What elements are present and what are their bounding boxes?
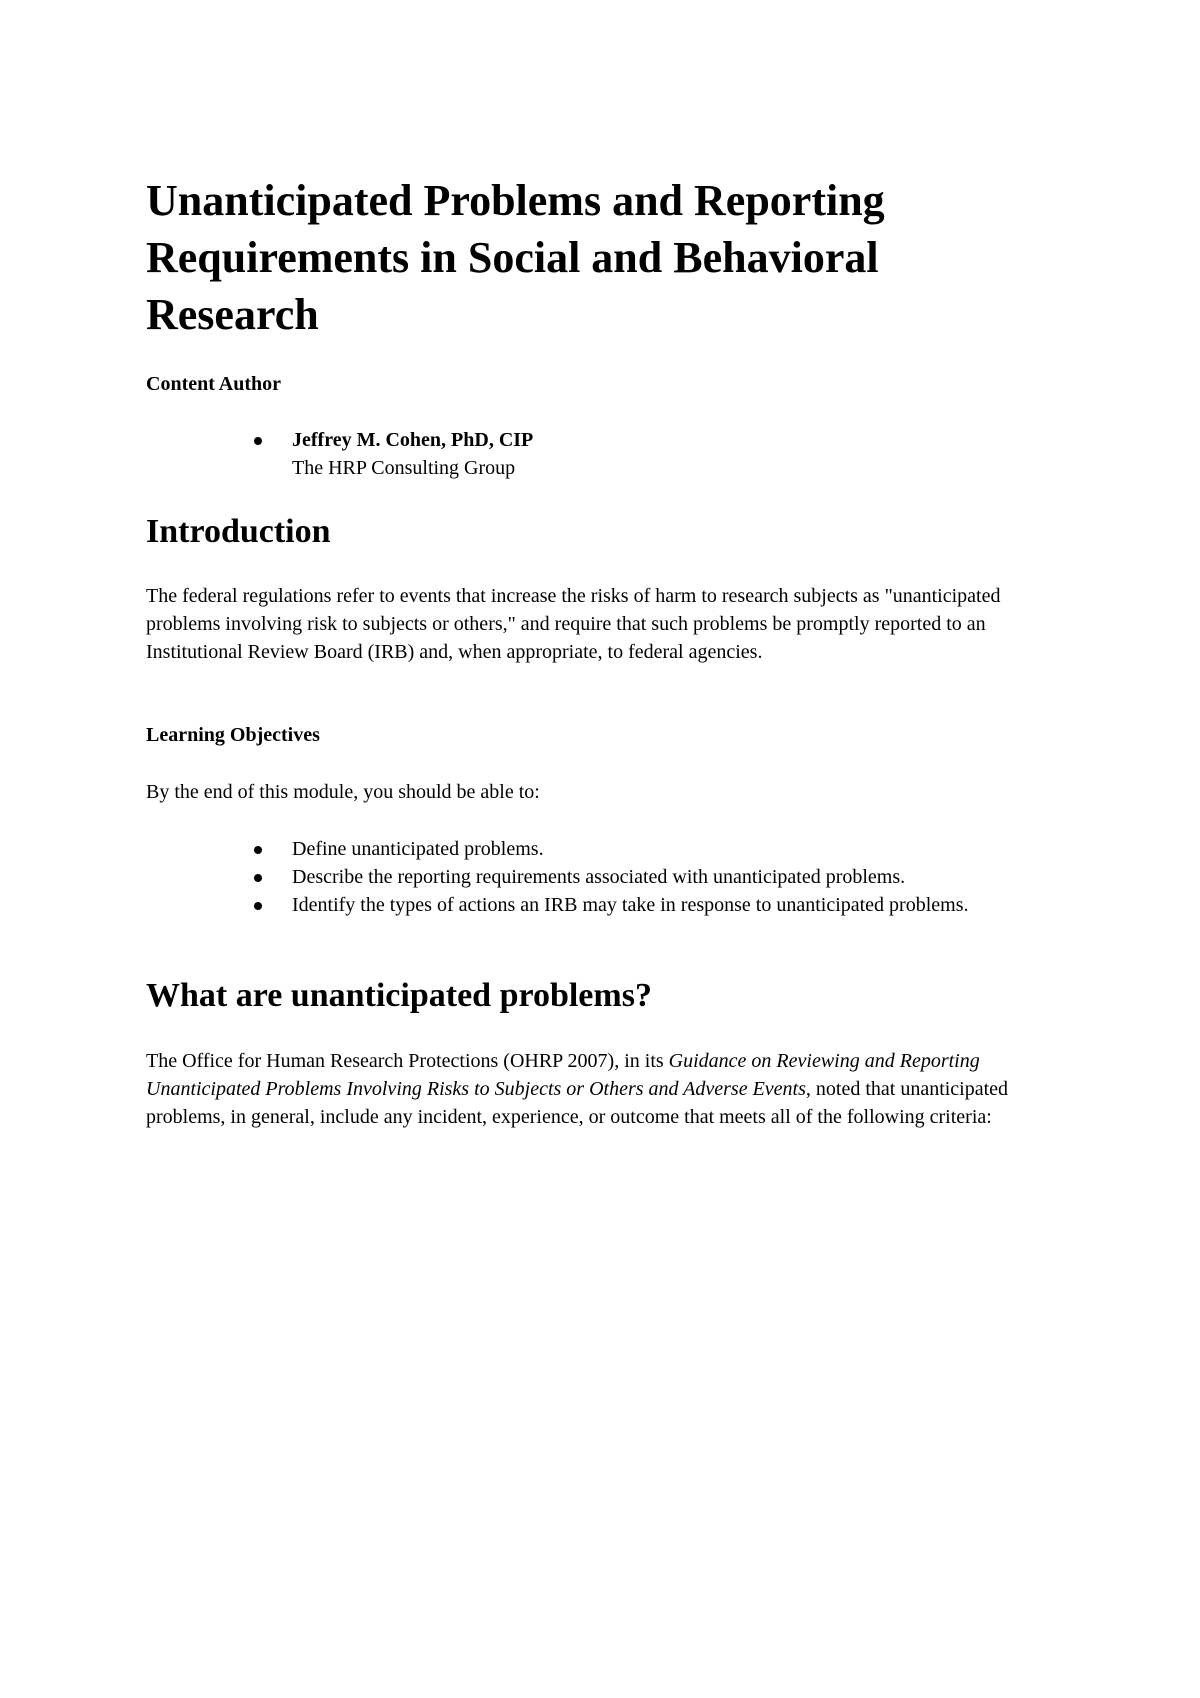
objective-item	[146, 863, 1086, 891]
author-name: Jeffrey M. Cohen, PhD, CIP	[292, 429, 534, 451]
guidance-title: Guidance on Reviewing and Reporting Unanticipated Problems Involving Risks to Subjects or Others and Adverse Events	[146, 1050, 980, 1100]
objective-item	[146, 835, 1086, 863]
bullet-icon	[254, 902, 262, 910]
what-are-text-start: The Office for Human Research Protections (OHRP 2007), in its	[146, 1050, 669, 1072]
document-title: Unanticipated Problems and Reporting Requirements in Social and Behavioral Research	[146, 176, 885, 339]
bullet-icon	[254, 846, 262, 854]
what-are-text-end: , noted that unanticipated problems, in general, include any incident, experience, or outcome that meets all of the following criteria:	[146, 1078, 1009, 1128]
what-are-paragraph	[146, 1047, 1076, 1131]
objective-text: Identify the types of actions an IRB may take in response to unanticipated problems.	[292, 894, 969, 916]
objective-item	[146, 891, 1086, 919]
author-list	[146, 426, 533, 482]
learning-objectives-label: Learning Objectives	[146, 724, 320, 746]
bullet-icon	[254, 874, 262, 882]
introduction-paragraph: The federal regulations refer to events that increase the risks of harm to research subjects as "unanticipated problems involving risk to subjects or others," and require that such problems be promptly reported to an Institutional Review Board (IRB) and, when appropriate, to federal agencies.	[146, 585, 1001, 663]
objective-text: Define unanticipated problems.	[292, 838, 544, 860]
author-item	[146, 426, 533, 482]
introduction-heading: Introduction	[146, 513, 331, 550]
what-are-heading: What are unanticipated problems?	[146, 977, 652, 1014]
learning-objectives-intro: By the end of this module, you should be able to:	[146, 781, 540, 803]
objective-text: Describe the reporting requirements associated with unanticipated problems.	[292, 866, 906, 888]
bullet-icon	[254, 437, 262, 445]
objectives-list	[146, 835, 1086, 919]
content-author-label: Content Author	[146, 373, 282, 395]
author-organization: The HRP Consulting Group	[292, 457, 516, 479]
